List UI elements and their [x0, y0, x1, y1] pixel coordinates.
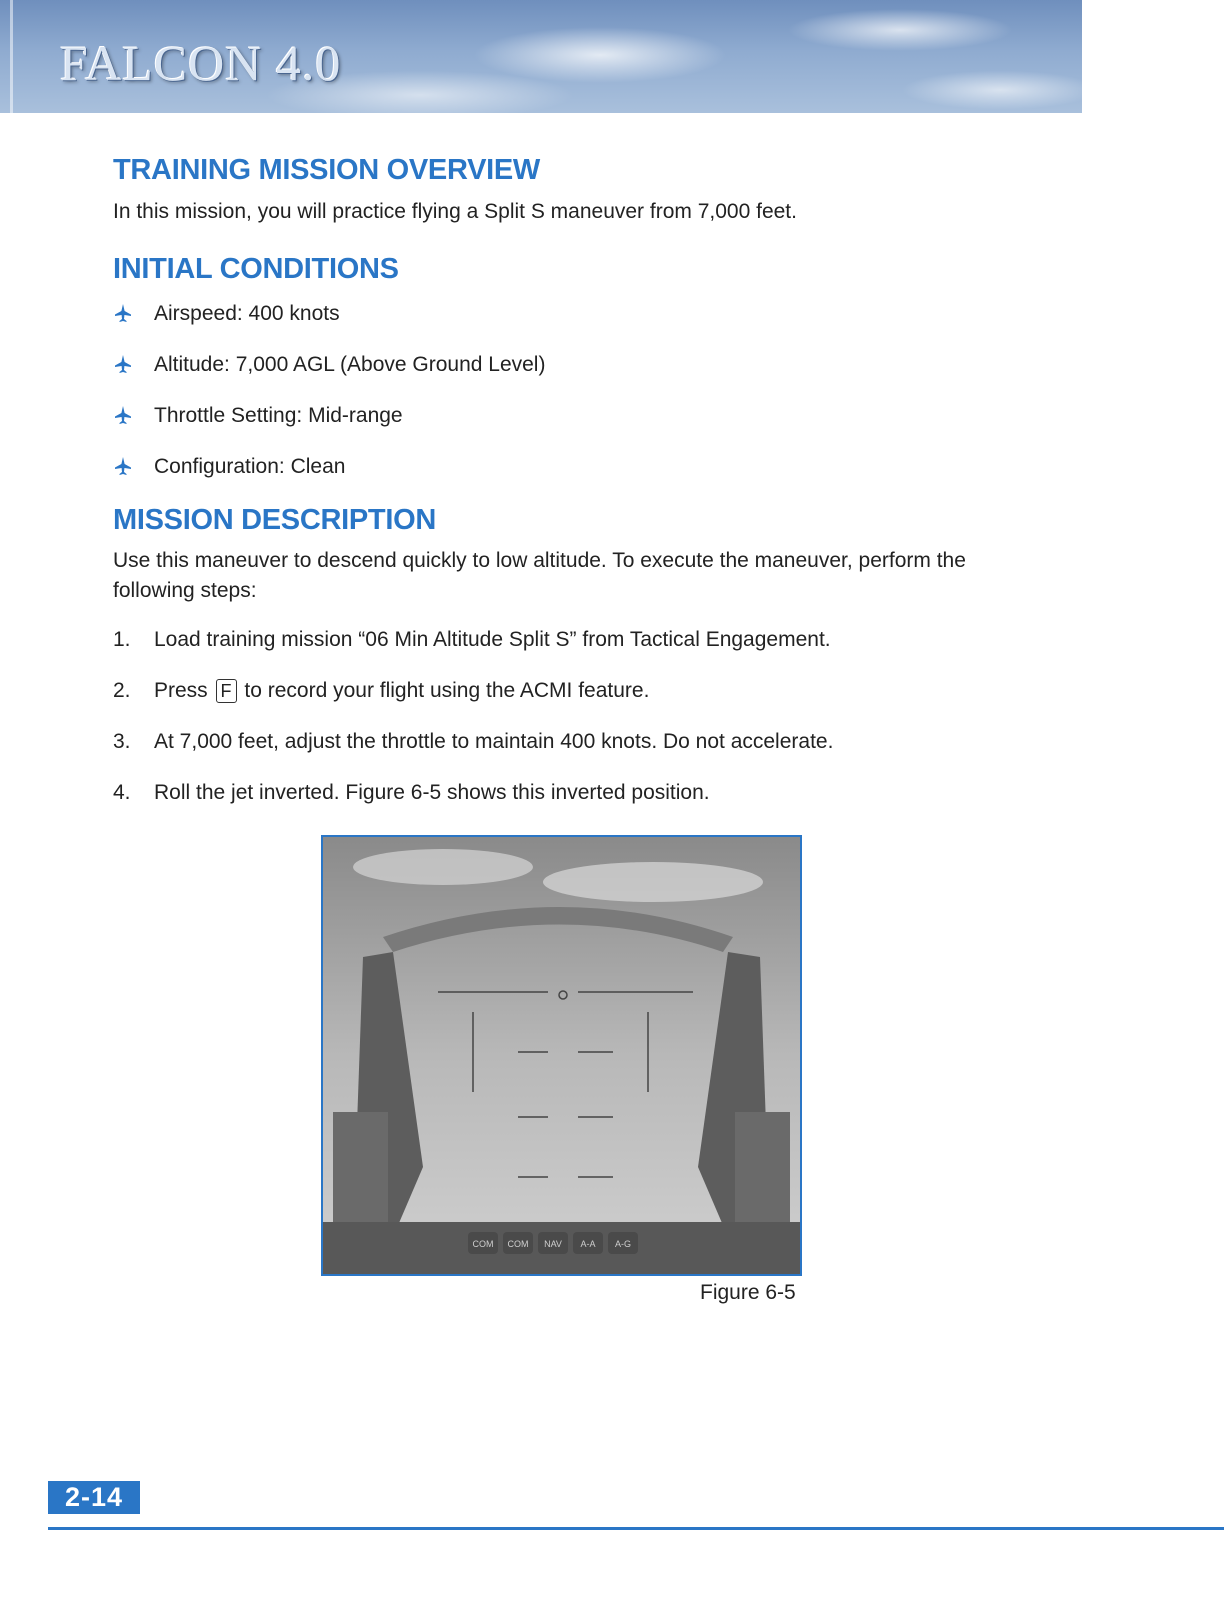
condition-text: Configuration: Clean [154, 455, 346, 478]
key-f: F [216, 679, 237, 703]
overview-heading: TRAINING MISSION OVERVIEW [113, 154, 541, 186]
jet-bullet-icon [113, 303, 133, 323]
jet-bullet-icon [113, 405, 133, 425]
hud-button: NAV [544, 1239, 562, 1249]
jet-bullet-icon [113, 456, 133, 476]
step-text: Load training mission “06 Min Altitude Split S” from Tactical Engagement. [154, 628, 831, 651]
page-number: 2-14 [48, 1481, 140, 1514]
step-text-pre: Press [154, 679, 208, 702]
description-heading: MISSION DESCRIPTION [113, 504, 436, 536]
footer-rule [48, 1527, 1224, 1530]
figure-caption: Figure 6-5 [700, 1281, 796, 1304]
step-number: 4. [113, 781, 131, 804]
hud-button: A-A [580, 1239, 596, 1249]
banner-edge [10, 0, 13, 113]
overview-text: In this mission, you will practice flying a Split S maneuver from 7,000 feet. [113, 200, 797, 223]
hud-button: A-G [614, 1239, 632, 1249]
cockpit-figure [321, 835, 802, 1276]
hud-button: COM [507, 1239, 529, 1249]
step-number: 2. [113, 679, 131, 702]
condition-text: Throttle Setting: Mid-range [154, 404, 403, 427]
header-banner [0, 0, 1082, 113]
description-intro: Use this maneuver to descend quickly to low altitude. To execute the maneuver, perform the following steps: [113, 549, 966, 602]
hud-button: COM [472, 1239, 494, 1249]
condition-text: Altitude: 7,000 AGL (Above Ground Level) [154, 353, 546, 376]
jet-bullet-icon [113, 354, 133, 374]
step-number: 3. [113, 730, 131, 753]
step-number: 1. [113, 628, 131, 651]
step-text: At 7,000 feet, adjust the throttle to maintain 400 knots. Do not accelerate. [154, 730, 834, 753]
cockpit-hud-image [323, 837, 800, 1274]
conditions-heading: INITIAL CONDITIONS [113, 253, 399, 285]
step-text-post: to record your flight using the ACMI feature. [244, 679, 650, 702]
falcon-logo: FALCON 4.0 [60, 35, 342, 91]
step-text: Roll the jet inverted. Figure 6-5 shows this inverted position. [154, 781, 710, 804]
condition-text: Airspeed: 400 knots [154, 302, 340, 325]
